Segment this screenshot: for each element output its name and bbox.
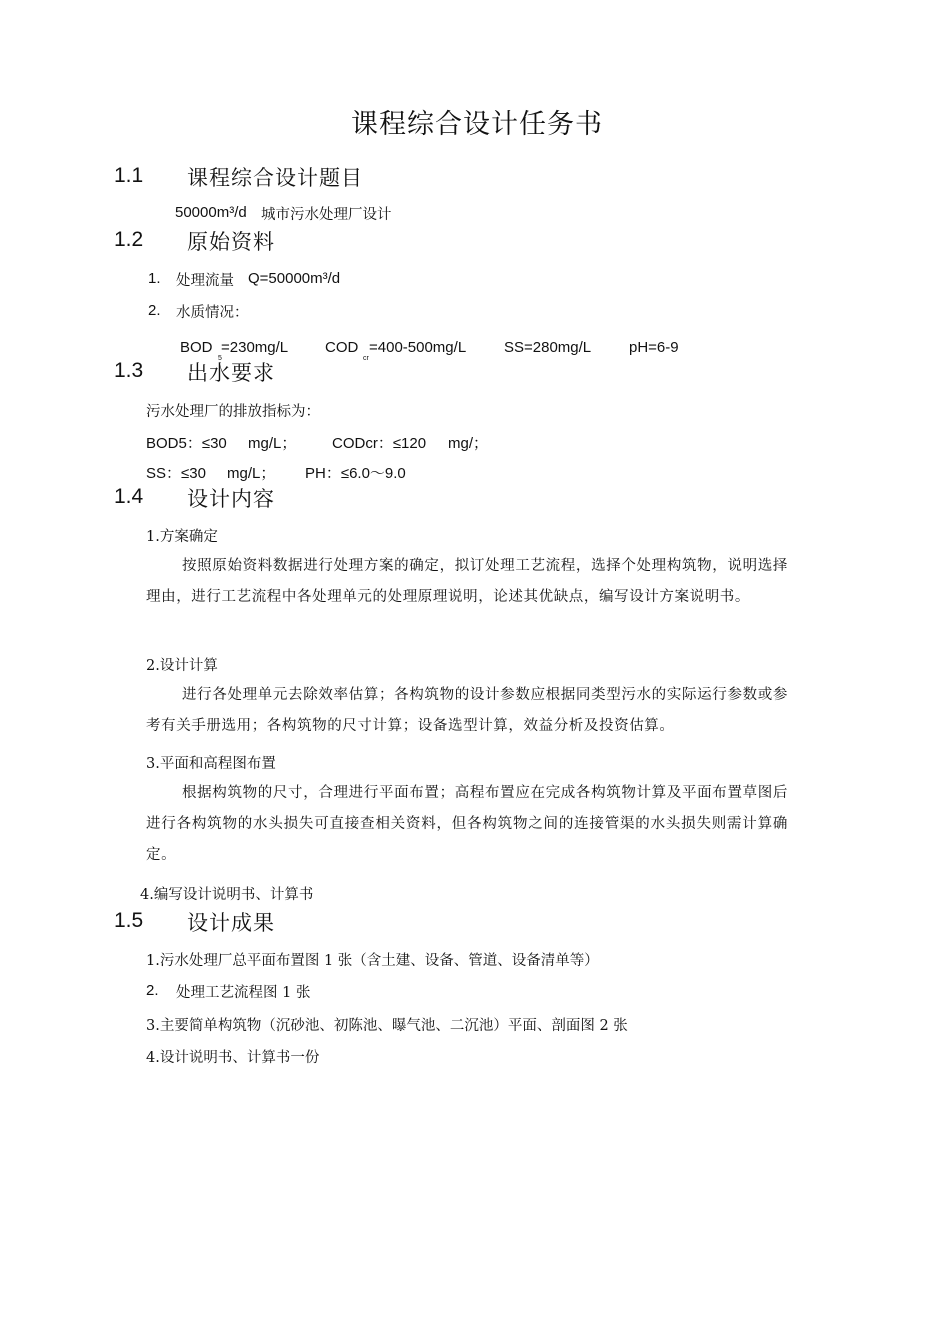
project-capacity: 50000m³/d xyxy=(175,204,247,221)
section-heading: 出水要求 xyxy=(187,361,275,385)
paragraph: 根据构筑物的尺寸，合理进行平面布置；高程布置应在完成各构筑物计算及平面布置草图后进行各构筑物的水头损失可直接查相关资料，但各构筑物之间的连接管渠的水头损失则需计算确定。 xyxy=(146,785,788,863)
section-number: 1.3 xyxy=(114,359,144,382)
subsection-heading: 1.方案确定 xyxy=(146,529,218,545)
paragraph: 进行各处理单元去除效率估算；各构筑物的设计参数应根据同类型污水的实际运行参数或参考有关手册选用；各构筑物的尺寸计算；设备选型计算，效益分析及投资估算。 xyxy=(146,687,788,734)
section-number: 1.4 xyxy=(114,485,144,508)
cod-subscript: cr xyxy=(363,355,369,362)
bod-subscript: 5 xyxy=(218,355,222,362)
bod-label: BOD xyxy=(180,339,213,356)
subsection-heading: 3.平面和高程图布置 xyxy=(146,756,276,772)
section-heading: 设计成果 xyxy=(187,911,275,935)
cod-label: COD xyxy=(325,339,359,356)
ph-limit: PH：≤6.0～9.0 xyxy=(305,465,406,482)
paragraph: 按照原始资料数据进行处理方案的确定，拟订处理工艺流程，选择个处理构筑物，说明选择理由，进行工艺流程中各处理单元的处理原理说明，论述其优缺点，编写设计方案说明书。 xyxy=(146,558,788,605)
list-number: 2. xyxy=(148,302,161,319)
flow-value: Q=50000m³/d xyxy=(248,270,341,287)
subsection-heading: 4.编写设计说明书、计算书 xyxy=(140,887,314,903)
bod-limit: BOD5：≤30 xyxy=(146,435,227,452)
deliverable-item: 4.设计说明书、计算书一份 xyxy=(146,1050,320,1066)
deliverable-item: 处理工艺流程图 1 张 xyxy=(176,985,311,1001)
document-title: 课程综合设计任务书 xyxy=(351,109,603,140)
project-title: 城市污水处理厂设计 xyxy=(261,207,392,223)
ph-value: pH=6-9 xyxy=(629,339,679,356)
list-number: 2. xyxy=(146,982,159,999)
subsection-heading: 2.设计计算 xyxy=(146,658,218,674)
flow-label: 处理流量 xyxy=(176,273,234,289)
section-heading: 设计内容 xyxy=(187,487,275,511)
ss-value: SS=280mg/L xyxy=(504,339,592,356)
ss-limit: SS：≤30 xyxy=(146,465,206,482)
list-number: 1. xyxy=(148,270,161,287)
water-quality-label: 水质情况： xyxy=(176,305,249,321)
section-heading: 课程综合设计题目 xyxy=(187,166,363,190)
cod-value: =400-500mg/L xyxy=(369,339,467,356)
section-number: 1.2 xyxy=(114,228,144,251)
section-heading: 原始资料 xyxy=(187,230,275,254)
bod-value: =230mg/L xyxy=(221,339,289,356)
section-number: 1.1 xyxy=(114,164,144,187)
cod-limit-unit: mg/； xyxy=(448,435,489,452)
cod-limit: CODcr：≤120 xyxy=(332,435,427,452)
section-number: 1.5 xyxy=(114,909,144,932)
discharge-intro: 污水处理厂的排放指标为： xyxy=(146,404,320,420)
bod-limit-unit: mg/L； xyxy=(248,435,297,452)
deliverable-item: 3.主要简单构筑物（沉砂池、初陈池、曝气池、二沉池）平面、剖面图 2 张 xyxy=(146,1018,628,1034)
deliverable-item: 1.污水处理厂总平面布置图 1 张（含土建、设备、管道、设备清单等） xyxy=(146,953,599,969)
ss-limit-unit: mg/L； xyxy=(227,465,276,482)
